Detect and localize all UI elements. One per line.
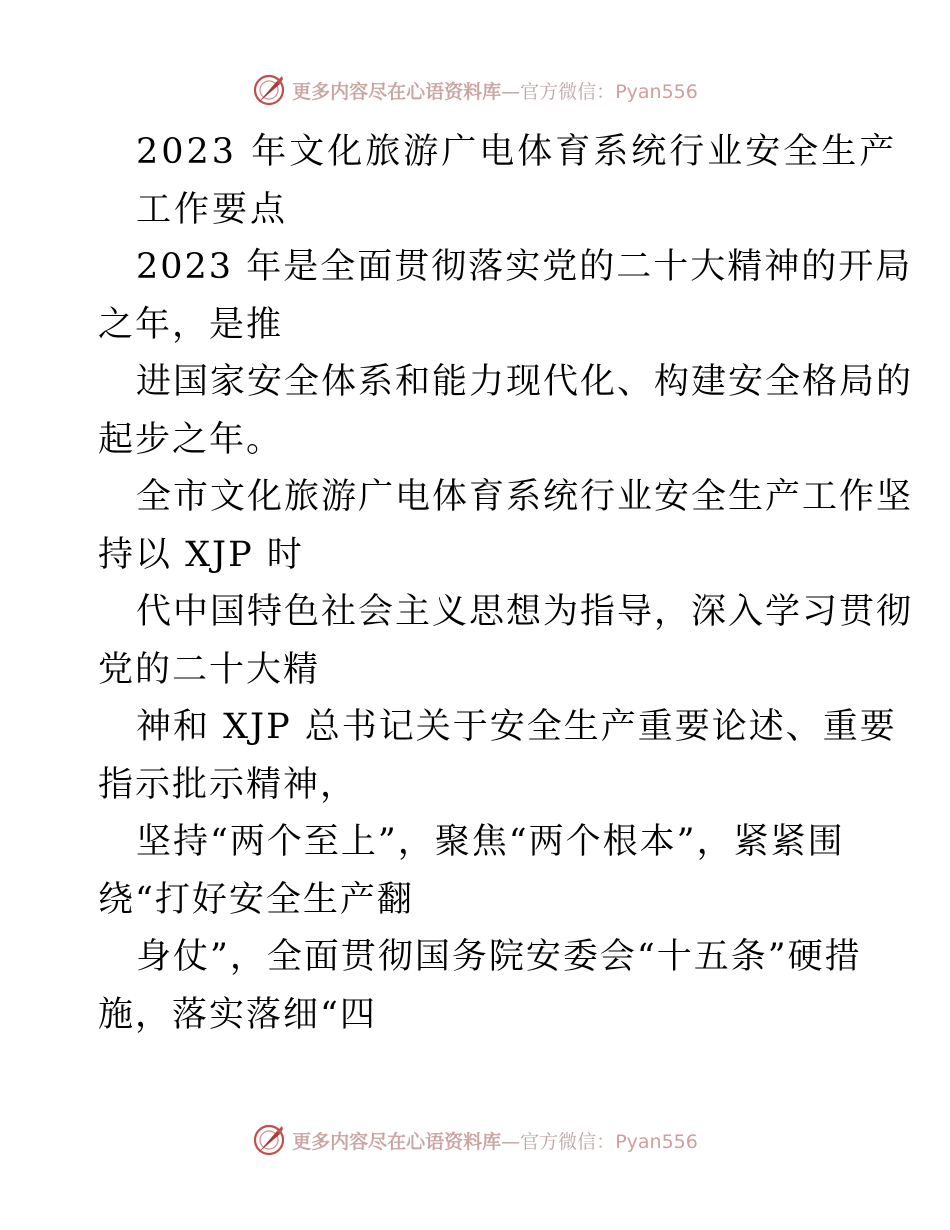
watermark-lead-text: 更多内容尽在心语资料库	[292, 1130, 502, 1153]
header-watermark	[0, 70, 950, 110]
paragraph-line: 2023 年是全面贯彻落实党的二十大精神的开局	[136, 247, 913, 287]
document-paragraphs	[98, 239, 914, 1044]
watermark-lead-text: 更多内容尽在心语资料库	[292, 80, 502, 103]
footer-watermark	[0, 1120, 950, 1160]
paragraph-line: 进国家安全体系和能力现代化、构建安全格局的	[136, 362, 914, 402]
paragraph-line: 神和 XJP 总书记关于安全生产重要论述、重要	[136, 707, 897, 747]
paragraph-line: 之年，是推	[98, 304, 284, 345]
watermark-wechat-id: Pyan556	[615, 80, 698, 103]
paragraph-line: 代中国特色社会主义思想为指导，深入学习贯彻	[136, 592, 914, 632]
watermark-wechat-label: 官方微信：	[520, 1130, 616, 1153]
paragraph-line: 施，落实落细“四	[98, 994, 377, 1035]
title-line: 工作要点	[136, 189, 289, 230]
paragraph-line: 坚持“两个至上”，聚焦“两个根本”，紧紧围	[136, 822, 845, 862]
paragraph-line: 持以 XJP 时	[98, 534, 304, 575]
watermark-separator: —	[501, 80, 521, 103]
paragraph-line: 起步之年。	[98, 419, 284, 460]
paragraph-line: 绕“打好安全生产翻	[98, 879, 414, 920]
paragraph-line: 身仗”，全面贯彻国务院安委会“十五条”硬措	[136, 937, 862, 977]
quill-pen-logo-icon	[252, 73, 286, 107]
document-body	[98, 124, 914, 1044]
watermark-wechat-id: Pyan556	[615, 1130, 698, 1153]
title-line: 2023 年文化旅游广电体育系统行业安全生产	[136, 132, 898, 172]
quill-pen-logo-icon	[252, 1123, 286, 1157]
watermark-wechat-label: 官方微信：	[520, 80, 616, 103]
watermark-separator: —	[501, 1130, 521, 1153]
document-title	[98, 124, 898, 239]
paragraph-line: 全市文化旅游广电体育系统行业安全生产工作坚	[136, 477, 914, 517]
paragraph-line: 指示批示精神，	[98, 764, 358, 805]
paragraph-line: 党的二十大精	[98, 649, 321, 690]
